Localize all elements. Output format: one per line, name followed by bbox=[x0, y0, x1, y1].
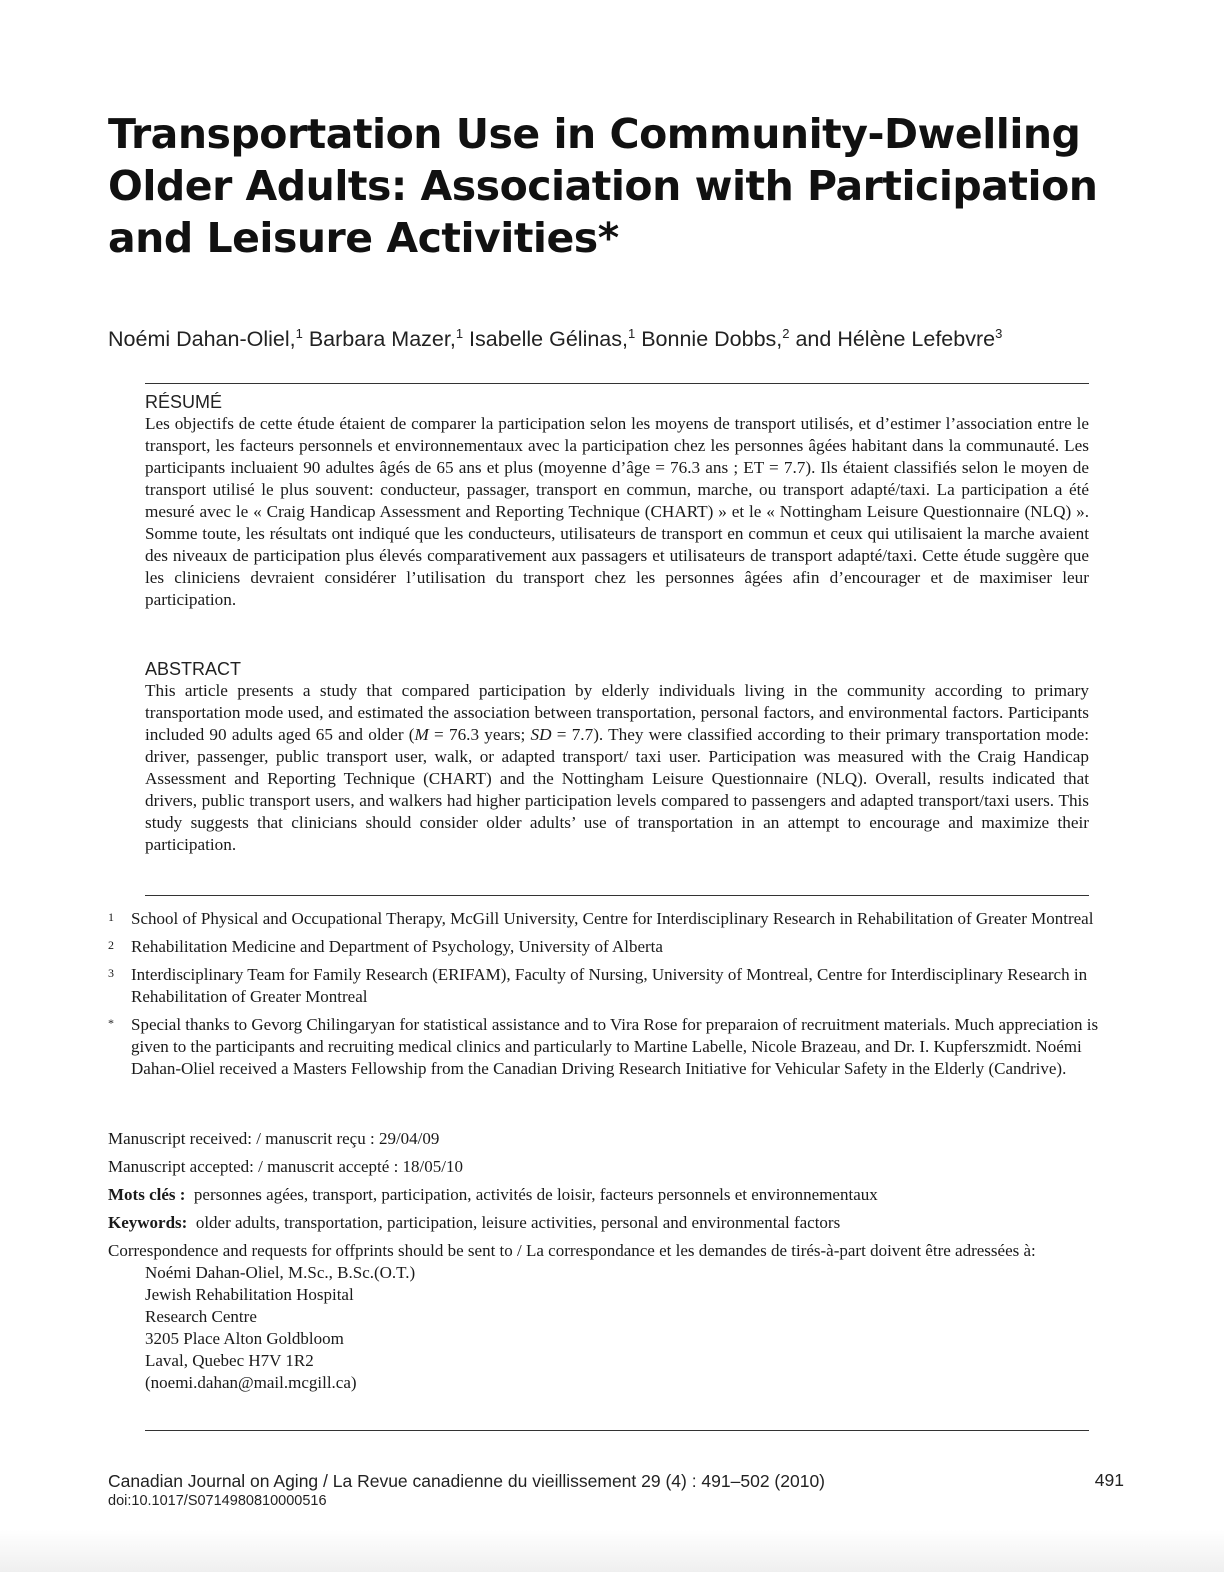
page-number: 491 bbox=[1094, 1470, 1124, 1490]
article-title: Transportation Use in Community-Dwelling Older Adults: Association with Participation and Leisure Activities* bbox=[108, 110, 1098, 262]
footnote: 2 Rehabilitation Medicine and Department of Psychology, University of Alberta bbox=[108, 937, 663, 956]
received-date: Manuscript received: / manuscrit reçu : 29/04/09 bbox=[108, 1129, 440, 1148]
footnote: 3 Interdisciplinary Team for Family Research (ERIFAM), Faculty of Nursing, University of Montreal, Centre for Interdisciplinary Research in Rehabilitation of Greater Montreal bbox=[108, 965, 1088, 1006]
footnote: * Special thanks to Gevorg Chilingaryan for statistical assistance and to Vira Rose for preparaion of recruitment materials. Much appreciation is given to the participants and recruiting medical clinics and particularly to Martine Labelle, Nicole Brazeau, and Dr. I. Kupferszmidt. Noémi Dahan-Oliel received a Masters Fellowship from the Canadian Driving Research Initiative for Vehicular Safety in the Elderly (Candrive). bbox=[108, 1015, 1099, 1078]
email-link[interactable]: (noemi.dahan@mail.mcgill.ca) bbox=[145, 1373, 357, 1392]
author-list bbox=[108, 326, 1002, 352]
correspondence: Correspondence and requests for offprints should be sent to / La correspondance et les demandes de tirés-à-part doivent être adressées à: bbox=[108, 1241, 1036, 1260]
divider bbox=[145, 383, 1089, 384]
abstract-heading: ABSTRACT bbox=[145, 659, 242, 679]
abstract-text: This article presents a study that compared participation by elderly individuals living in the community according to primary transportation mode used, and estimated the association between transportation, personal factors, and environmental factors. Participants included 90 adults aged 65 and older (M = 76.3 years; SD = 7.7). They were classified according to their primary transportation mode: driver, passenger, public transport user, walk, or adapted transport/ taxi user. Participation was measured with the Craig Handicap Assessment and Reporting Technique (CHART) and the Nottingham Leisure Questionnaire (NLQ). Overall, results indicated that drivers, public transport users, and walkers had higher participation levels compared to passengers and adapted transport/taxi users. This study suggests that clinicians should consider older adults’ use of transportation in an attempt to encourage and maximize their participation. bbox=[145, 681, 1089, 854]
correspondence-address: Noémi Dahan-Oliel, M.Sc., B.Sc.(O.T.) Jewish Rehabilitation Hospital Research Centre 3205 Place Alton Goldbloom Laval, Quebec H7V 1R2 (noemi.dahan@mail.mcgill.ca) bbox=[145, 1262, 1128, 1394]
author: Bonnie Dobbs,$^2$ bbox=[641, 326, 790, 352]
divider bbox=[145, 895, 1089, 896]
accepted-date: Manuscript accepted: / manuscrit accepté : 18/05/10 bbox=[108, 1157, 463, 1176]
page-footer bbox=[108, 1470, 1124, 1510]
keywords: Keywords: older adults, transportation, participation, leisure activities, personal and environmental factors bbox=[108, 1213, 841, 1232]
footnote: 1 School of Physical and Occupational Therapy, McGill University, Centre for Interdisciplinary Research in Rehabilitation of Greater Montreal bbox=[108, 909, 1094, 928]
article-meta bbox=[108, 1128, 1128, 1394]
divider bbox=[145, 1430, 1089, 1431]
journal-citation: Canadian Journal on Aging / La Revue canadienne du vieillissement 29 (4) : 491–502 (2010) bbox=[108, 1471, 826, 1491]
author: Barbara Mazer,$^1$ bbox=[308, 326, 464, 352]
doi-link[interactable]: doi:10.1017/S0714980810000516 bbox=[108, 1493, 327, 1509]
resume-heading: RÉSUMÉ bbox=[145, 392, 223, 412]
abstract-section bbox=[145, 658, 1089, 856]
author: Isabelle Gélinas,$^1$ bbox=[469, 326, 636, 352]
resume-section bbox=[145, 391, 1089, 611]
author: and Hélène Lefebvre$^3$ bbox=[795, 326, 1003, 352]
mots-cles: Mots clés : personnes agées, transport, participation, activités de loisir, facteurs personnels et environnementaux bbox=[108, 1185, 878, 1204]
resume-text: Les objectifs de cette étude étaient de comparer la participation selon les moyens de transport utilisés, et d’estimer l’association entre le transport, les facteurs personnels et environnementaux avec la participation chez les personnes âgées habitant dans la communauté. Les participants incluaient 90 adultes âgés de 65 ans et plus (moyenne d’âge = 76.3 ans ; ET = 7.7). Ils étaient classifiés selon le moyen de transport utilisé le plus souvent: conducteur, passager, transport en commun, marche, ou transport adapté/taxi. La participation a été mesuré avec le « Craig Handicap Assessment and Reporting Technique (CHART) » et le « Nottingham Leisure Questionnaire (NLQ) ». Somme toute, les résultats ont indiqué que les conducteurs, utilisateurs de transport en commun et ceux qui utilisaient la marche avaient des niveaux de participation plus élevés comparativement aux passagers et utilisateurs de transport adapté/taxi. Cette étude suggère que les cliniciens devraient considérer l’utilisation du transport chez les personnes âgées afin d’encourager et de maximiser leur participation. bbox=[145, 414, 1089, 609]
author: Noémi Dahan-Oliel,$^1$ bbox=[108, 326, 303, 352]
footnotes bbox=[108, 908, 1128, 1086]
